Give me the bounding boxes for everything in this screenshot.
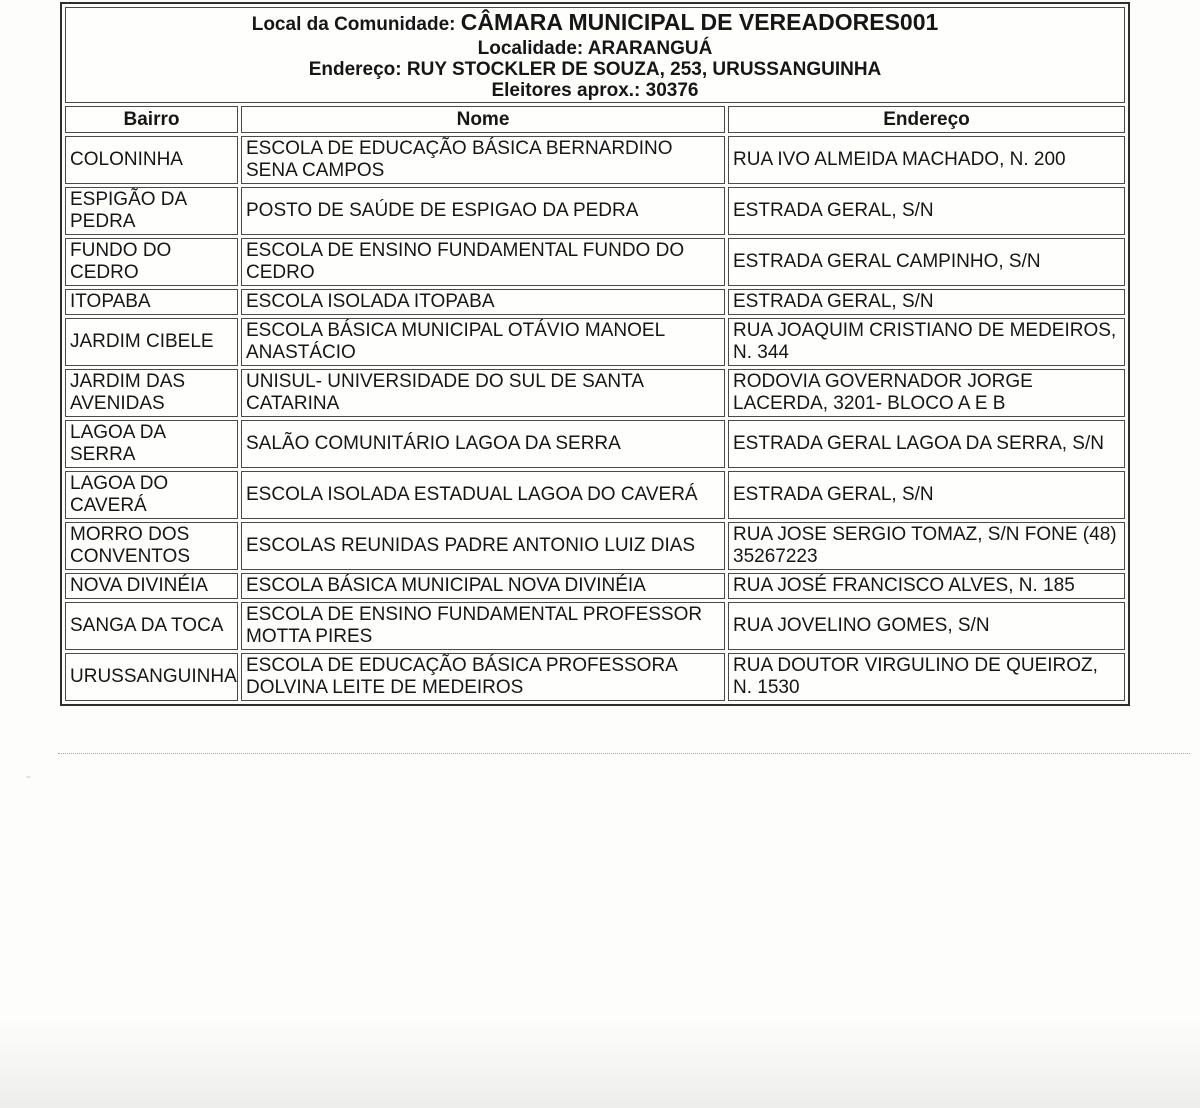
cell-endereco: ESTRADA GERAL, S/N [728, 471, 1125, 519]
table-row [65, 573, 1125, 599]
cell-nome: ESCOLA ISOLADA ITOPABA [241, 289, 725, 315]
table-row [65, 653, 1125, 701]
cell-bairro: NOVA DIVINÉIA [65, 573, 238, 599]
table-row [65, 187, 1125, 235]
cell-bairro: COLONINHA [65, 136, 238, 184]
cell-nome: ESCOLA ISOLADA ESTADUAL LAGOA DO CAVERÁ [241, 471, 725, 519]
table-row [65, 318, 1125, 366]
endereco-label: Endereço: [308, 59, 402, 80]
table-row [65, 289, 1125, 315]
table-row [65, 420, 1125, 468]
header-line-localidade [70, 38, 1120, 59]
cell-nome: ESCOLA BÁSICA MUNICIPAL NOVA DIVINÉIA [241, 573, 725, 599]
header-line-eleitores [70, 80, 1120, 101]
table-row [65, 471, 1125, 519]
cell-bairro: ITOPABA [65, 289, 238, 315]
scan-speck [26, 776, 31, 778]
table-row [65, 522, 1125, 570]
cell-bairro: LAGOA DA SERRA [65, 420, 238, 468]
location-header-box [65, 7, 1125, 103]
local-label: Local da Comunidade: [251, 14, 456, 35]
cell-endereco: RUA JOAQUIM CRISTIANO DE MEDEIROS, N. 344 [728, 318, 1125, 366]
cell-endereco: RUA DOUTOR VIRGULINO DE QUEIROZ, N. 1530 [728, 653, 1125, 701]
cell-nome: ESCOLA DE ENSINO FUNDAMENTAL PROFESSOR MOTTA PIRES [241, 602, 725, 650]
header-line-local [70, 9, 1120, 38]
endereco-value: RUY STOCKLER DE SOUZA, 253, URUSSANGUINHA [406, 59, 882, 80]
cell-nome: SALÃO COMUNITÁRIO LAGOA DA SERRA [241, 420, 725, 468]
cell-endereco: RODOVIA GOVERNADOR JORGE LACERDA, 3201- BLOCO A E B [728, 369, 1125, 417]
cell-endereco: ESTRADA GERAL, S/N [728, 187, 1125, 235]
cell-bairro: SANGA DA TOCA [65, 602, 238, 650]
column-header-bairro: Bairro [65, 106, 238, 133]
cell-endereco: ESTRADA GERAL LAGOA DA SERRA, S/N [728, 420, 1125, 468]
location-header-row [65, 7, 1125, 103]
scan-shadow [0, 1018, 1200, 1108]
cell-endereco: RUA JOSÉ FRANCISCO ALVES, N. 185 [728, 573, 1125, 599]
cell-endereco: RUA IVO ALMEIDA MACHADO, N. 200 [728, 136, 1125, 184]
local-value: CÂMARA MUNICIPAL DE VEREADORES001 [460, 9, 939, 35]
cell-endereco: ESTRADA GERAL, S/N [728, 289, 1125, 315]
cell-endereco: RUA JOVELINO GOMES, S/N [728, 602, 1125, 650]
header-line-endereco [70, 59, 1120, 80]
cell-nome: UNISUL- UNIVERSIDADE DO SUL DE SANTA CATARINA [241, 369, 725, 417]
cell-nome: ESCOLA DE EDUCAÇÃO BÁSICA PROFESSORA DOLVINA LEITE DE MEDEIROS [241, 653, 725, 701]
cell-nome: ESCOLA BÁSICA MUNICIPAL OTÁVIO MANOEL ANASTÁCIO [241, 318, 725, 366]
cell-endereco: RUA JOSE SERGIO TOMAZ, S/N FONE (48) 35267223 [728, 522, 1125, 570]
cell-bairro: LAGOA DO CAVERÁ [65, 471, 238, 519]
column-header-endereco: Endereço [728, 106, 1125, 133]
localidade-value: ARARANGUÁ [587, 38, 713, 59]
cell-nome: ESCOLAS REUNIDAS PADRE ANTONIO LUIZ DIAS [241, 522, 725, 570]
cell-bairro: JARDIM DAS AVENIDAS [65, 369, 238, 417]
localidade-label: Localidade: [477, 38, 584, 59]
cell-bairro: URUSSANGUINHA [65, 653, 238, 701]
cell-bairro: MORRO DOS CONVENTOS [65, 522, 238, 570]
table-row [65, 369, 1125, 417]
cell-nome: ESCOLA DE ENSINO FUNDAMENTAL FUNDO DO CEDRO [241, 238, 725, 286]
eleitores-value: 30376 [645, 80, 699, 101]
cell-bairro: FUNDO DO CEDRO [65, 238, 238, 286]
cell-bairro: ESPIGÃO DA PEDRA [65, 187, 238, 235]
table-row [65, 136, 1125, 184]
page-fold-dotted-line [58, 753, 1190, 754]
polling-places-table [60, 2, 1130, 706]
cell-nome: ESCOLA DE EDUCAÇÃO BÁSICA BERNARDINO SENA CAMPOS [241, 136, 725, 184]
eleitores-label: Eleitores aprox.: [491, 80, 641, 101]
column-header-row [65, 106, 1125, 133]
table-row [65, 238, 1125, 286]
cell-bairro: JARDIM CIBELE [65, 318, 238, 366]
cell-nome: POSTO DE SAÚDE DE ESPIGAO DA PEDRA [241, 187, 725, 235]
table-row [65, 602, 1125, 650]
cell-endereco: ESTRADA GERAL CAMPINHO, S/N [728, 238, 1125, 286]
column-header-nome: Nome [241, 106, 725, 133]
